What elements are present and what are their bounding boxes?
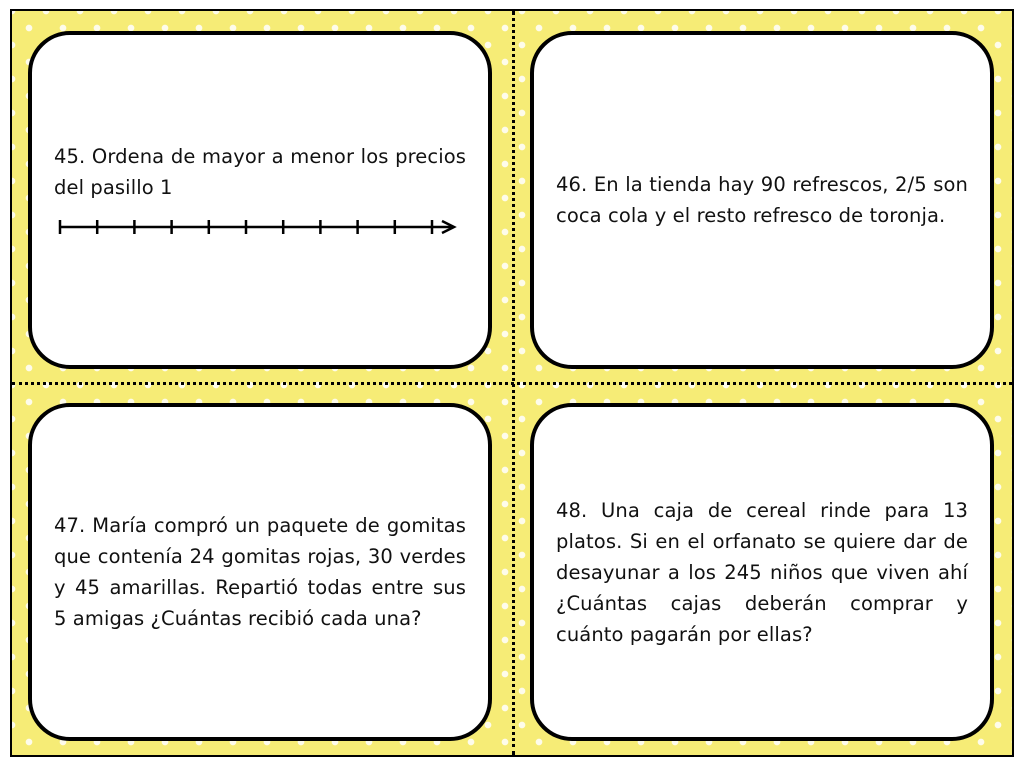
task-card-sheet [10,9,1014,757]
card-48-text: 48. Una caja de cereal rinde para 13 platos. Si en el orfanato se quiere dar de desayunar a los 245 niños que viven ahí ¿Cuántas cajas deberán comprar y cuánto pagarán por ellas? [556,498,968,646]
card-46-text: 46. En la tienda hay 90 refrescos, 2/5 son coca cola y el resto refresco de toronja. [556,173,968,227]
card-45-text: 45. Ordena de mayor a menor los precios del pasillo 1 [54,145,466,199]
number-line [54,217,466,237]
task-card-45 [28,31,492,369]
task-card-47 [28,403,492,741]
card-47-text: 47. María compró un paquete de gomitas que contenía 24 gomitas rojas, 30 verdes y 45 amarillas. Repartió todas entre sus 5 amigas ¿Cuántas recibió cada una? [54,514,466,630]
task-card-48 [530,403,994,741]
card-45-content [54,141,466,237]
task-card-46 [530,31,994,369]
horizontal-cut-line [12,382,1012,385]
